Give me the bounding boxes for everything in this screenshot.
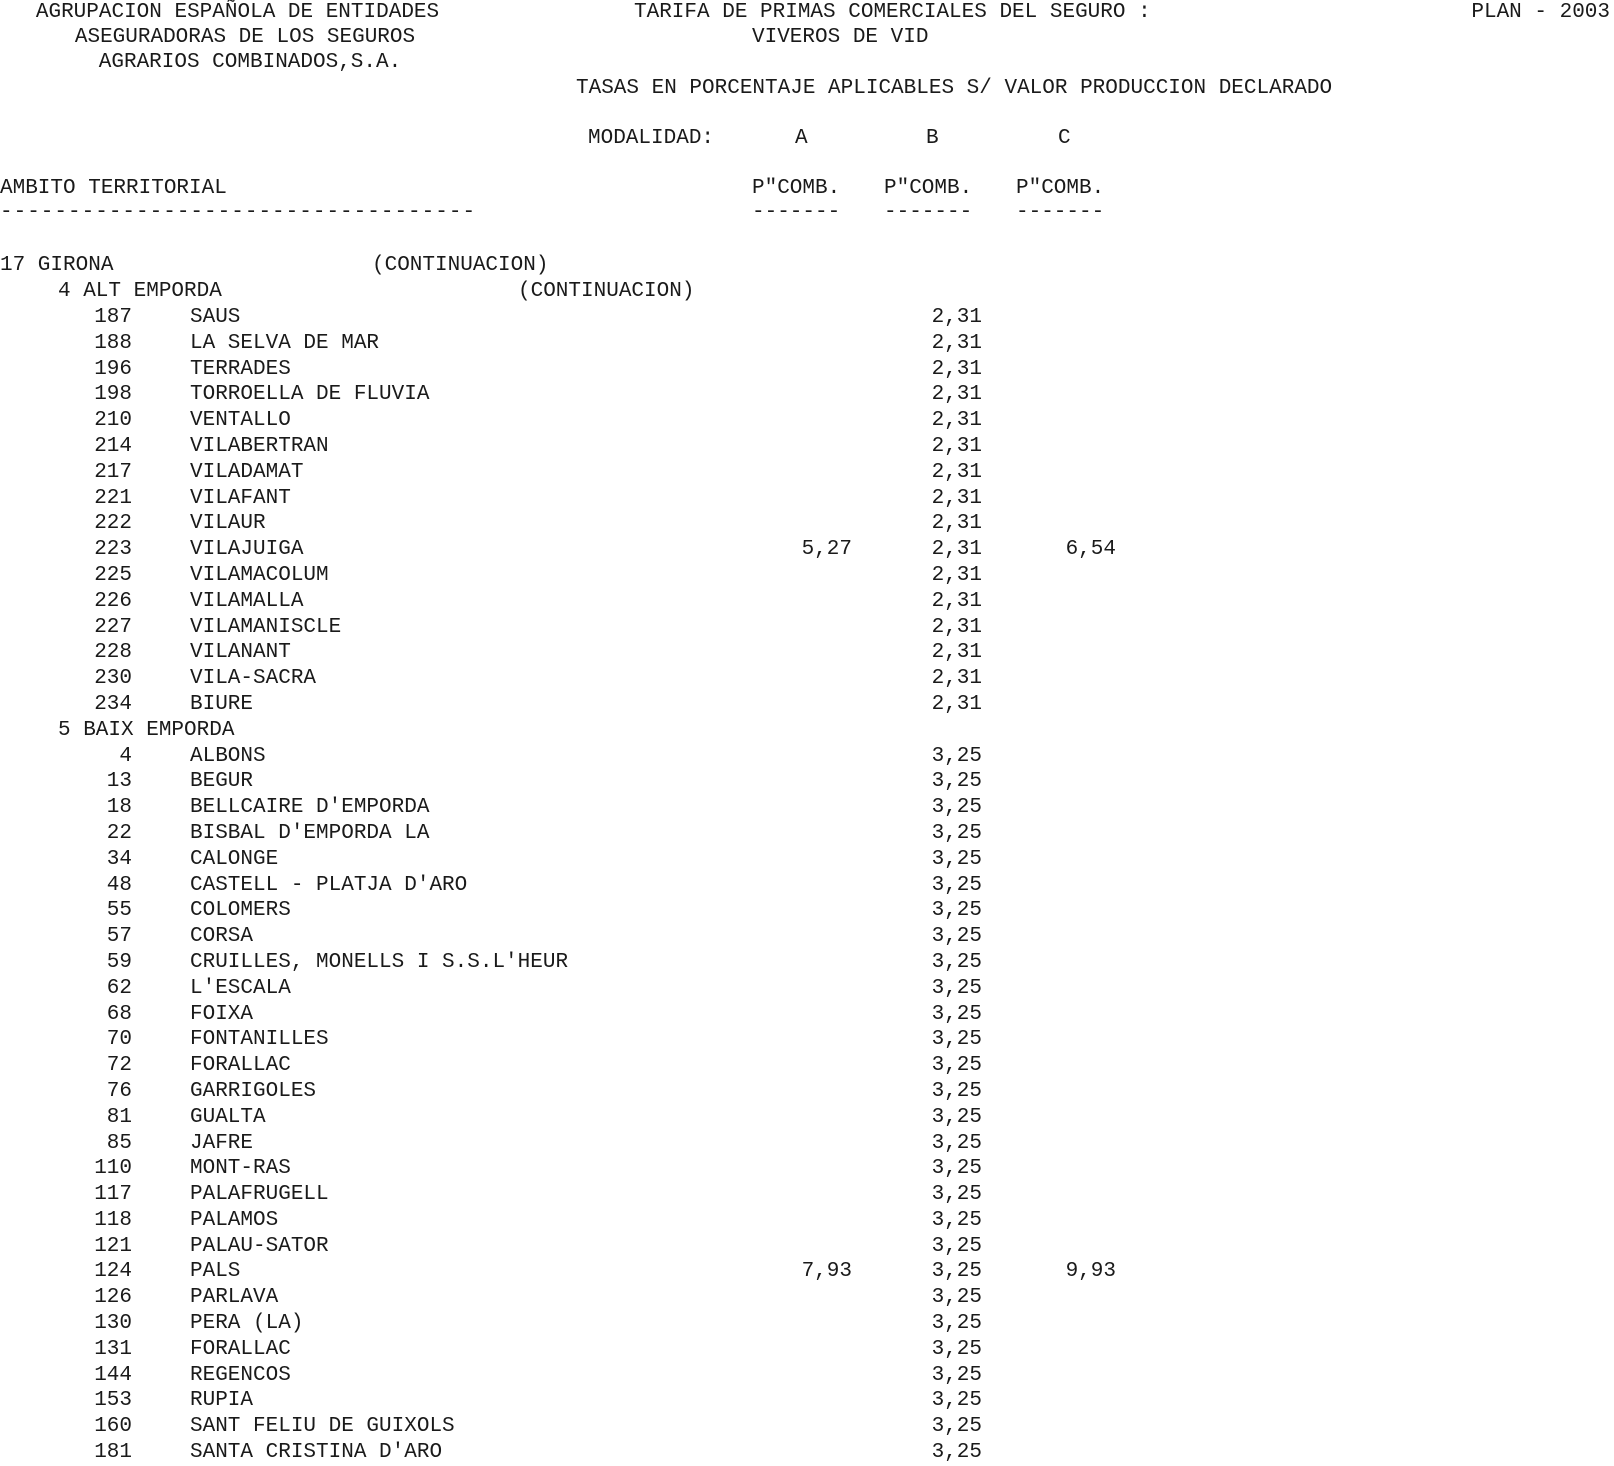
rate-b: 3,25	[931, 925, 982, 949]
rate-b: 3,25	[931, 976, 982, 1000]
table-row	[0, 615, 1614, 641]
municipality-name: FONTANILLES	[190, 1028, 329, 1052]
table-row	[0, 1105, 1614, 1131]
table-row	[0, 1208, 1614, 1234]
rate-b: 3,25	[931, 1105, 982, 1129]
table-row	[0, 744, 1614, 770]
municipality-code: 126	[94, 1286, 132, 1310]
rate-b: 3,25	[931, 1363, 982, 1387]
rate-b: 3,25	[931, 1079, 982, 1103]
org-name-line1: AGRUPACION ESPAÑOLA DE ENTIDADES	[35, 1, 440, 24]
municipality-code: 214	[94, 434, 132, 458]
rate-b: 3,25	[931, 1157, 982, 1181]
municipality-code: 4	[119, 744, 132, 768]
municipality-name: GUALTA	[190, 1105, 266, 1129]
municipality-code: 196	[94, 357, 132, 381]
table-row	[0, 305, 1614, 331]
table-row	[0, 589, 1614, 615]
municipality-code: 48	[106, 873, 132, 897]
region-heading: 17 GIRONA	[0, 254, 114, 277]
table-row	[0, 769, 1614, 795]
table-row	[0, 382, 1614, 408]
municipality-name: VENTALLO	[190, 409, 291, 433]
column-a-underline: -------	[752, 201, 841, 224]
rate-b: 2,31	[931, 486, 982, 510]
rate-b: 2,31	[931, 383, 982, 407]
municipality-name: TORROELLA DE FLUVIA	[190, 383, 430, 407]
municipality-name: CASTELL - PLATJA D'ARO	[190, 873, 468, 897]
municipality-name: VILAFANT	[190, 486, 291, 510]
comarca-continuation: (CONTINUACION)	[518, 280, 695, 303]
rate-b: 2,31	[931, 641, 982, 665]
table-row	[0, 1337, 1614, 1363]
column-b-underline: -------	[884, 201, 973, 224]
rate-b: 2,31	[931, 563, 982, 587]
rate-b: 3,25	[931, 1234, 982, 1258]
org-name-line3: AGRARIOS COMBINADOS,S.A.	[98, 51, 402, 74]
document-product: VIVEROS DE VID	[752, 26, 929, 49]
comarca-heading: 5 BAIX EMPORDA	[58, 718, 235, 742]
table-row	[0, 1131, 1614, 1157]
modalidad-c: C	[1058, 127, 1071, 150]
municipality-code: 121	[94, 1234, 132, 1258]
municipality-code: 124	[94, 1260, 132, 1284]
municipality-name: FORALLAC	[190, 1337, 291, 1361]
municipality-code: 131	[94, 1337, 132, 1361]
municipality-code: 76	[106, 1079, 132, 1103]
column-header-ambito: AMBITO TERRITORIAL	[0, 177, 227, 200]
municipality-name: VILAMALLA	[190, 589, 304, 613]
municipality-code: 188	[94, 331, 132, 355]
rate-b: 3,25	[931, 1183, 982, 1207]
table-row	[0, 1182, 1614, 1208]
municipality-code: 223	[94, 538, 132, 562]
municipality-name: VILAMACOLUM	[190, 563, 329, 587]
rate-b: 3,25	[931, 744, 982, 768]
table-row	[0, 537, 1614, 563]
rate-b: 2,31	[931, 692, 982, 716]
table-row	[0, 1002, 1614, 1028]
rate-b: 2,31	[931, 306, 982, 329]
municipality-name: VILA-SACRA	[190, 667, 317, 691]
rate-b: 3,25	[931, 1415, 982, 1439]
rate-b: 3,25	[931, 1441, 982, 1465]
rate-b: 3,25	[931, 1389, 982, 1413]
table-row	[0, 1027, 1614, 1053]
table-row	[0, 1388, 1614, 1414]
column-header-c: P"COMB.	[1016, 177, 1105, 200]
document-subtitle: TASAS EN PORCENTAJE APLICABLES S/ VALOR PRODUCCION DECLARADO	[576, 77, 1333, 100]
municipality-code: 117	[94, 1183, 132, 1207]
municipality-code: 18	[106, 796, 132, 820]
municipality-name: GARRIGOLES	[190, 1079, 317, 1103]
municipality-code: 210	[94, 409, 132, 433]
municipality-code: 118	[94, 1208, 132, 1232]
table-row	[0, 1079, 1614, 1105]
table-row	[0, 408, 1614, 434]
table-row	[0, 847, 1614, 873]
municipality-code: 217	[94, 460, 132, 484]
municipality-name: SAUS	[190, 306, 241, 329]
municipality-name: BELLCAIRE D'EMPORDA	[190, 796, 430, 820]
table-row	[0, 873, 1614, 899]
table-row	[0, 1053, 1614, 1079]
table-row	[0, 1440, 1614, 1466]
table-row	[0, 795, 1614, 821]
table-row	[0, 666, 1614, 692]
municipality-code: 160	[94, 1415, 132, 1439]
region-continuation: (CONTINUACION)	[372, 254, 549, 277]
municipality-name: SANTA CRISTINA D'ARO	[190, 1441, 443, 1465]
municipality-name: PALAMOS	[190, 1208, 279, 1232]
municipality-name: BEGUR	[190, 770, 254, 794]
municipality-name: REGENCOS	[190, 1363, 291, 1387]
rate-b: 3,25	[931, 1337, 982, 1361]
plan-year: PLAN - 2003	[1471, 1, 1610, 24]
column-c-underline: -------	[1016, 201, 1105, 224]
rate-b: 2,31	[931, 434, 982, 458]
municipality-name: RUPIA	[190, 1389, 254, 1413]
municipality-code: 62	[106, 976, 132, 1000]
municipality-name: BISBAL D'EMPORDA LA	[190, 821, 430, 845]
municipality-code: 227	[94, 615, 132, 639]
municipality-name: PALS	[190, 1260, 241, 1284]
municipality-code: 230	[94, 667, 132, 691]
rate-b: 3,25	[931, 899, 982, 923]
column-header-a: P"COMB.	[752, 177, 841, 200]
municipality-name: PALAU-SATOR	[190, 1234, 329, 1258]
municipality-name: MONT-RAS	[190, 1157, 291, 1181]
rate-b: 2,31	[931, 512, 982, 536]
table-row	[0, 1311, 1614, 1337]
municipality-name: LA SELVA DE MAR	[190, 331, 380, 355]
rate-b: 2,31	[931, 538, 982, 562]
municipality-name: FOIXA	[190, 1002, 254, 1026]
rate-b: 2,31	[931, 460, 982, 484]
rate-c: 6,54	[1065, 538, 1116, 562]
municipality-code: 13	[106, 770, 132, 794]
municipality-name: SANT FELIU DE GUIXOLS	[190, 1415, 455, 1439]
municipality-name: FORALLAC	[190, 1054, 291, 1078]
table-row	[0, 1414, 1614, 1440]
table-row	[0, 1156, 1614, 1182]
table-row	[0, 924, 1614, 950]
municipality-code: 34	[106, 847, 132, 871]
rates-table	[0, 305, 1614, 1466]
rate-b: 2,31	[931, 667, 982, 691]
municipality-code: 228	[94, 641, 132, 665]
municipality-code: 198	[94, 383, 132, 407]
municipality-code: 81	[106, 1105, 132, 1129]
municipality-code: 225	[94, 563, 132, 587]
municipality-code: 234	[94, 692, 132, 716]
municipality-name: VILANANT	[190, 641, 291, 665]
municipality-name: VILABERTRAN	[190, 434, 329, 458]
municipality-code: 187	[94, 306, 132, 329]
table-row	[0, 821, 1614, 847]
rate-b: 3,25	[931, 1054, 982, 1078]
municipality-code: 57	[106, 925, 132, 949]
table-row	[0, 692, 1614, 718]
rate-a: 5,27	[801, 538, 852, 562]
municipality-code: 130	[94, 1312, 132, 1336]
ambito-underline: -----------------------------------	[0, 201, 477, 224]
rate-b: 3,25	[931, 1312, 982, 1336]
table-row	[0, 434, 1614, 460]
municipality-name: PARLAVA	[190, 1286, 279, 1310]
municipality-code: 153	[94, 1389, 132, 1413]
municipality-name: VILAJUIGA	[190, 538, 304, 562]
rate-b: 3,25	[931, 1208, 982, 1232]
table-row	[0, 563, 1614, 589]
modalidad-label: MODALIDAD:	[588, 127, 715, 150]
municipality-name: CORSA	[190, 925, 254, 949]
municipality-code: 226	[94, 589, 132, 613]
rate-b: 3,25	[931, 1002, 982, 1026]
municipality-code: 221	[94, 486, 132, 510]
rate-b: 3,25	[931, 1131, 982, 1155]
municipality-name: VILAUR	[190, 512, 266, 536]
municipality-code: 144	[94, 1363, 132, 1387]
municipality-code: 70	[106, 1028, 132, 1052]
municipality-code: 222	[94, 512, 132, 536]
table-row	[0, 976, 1614, 1002]
municipality-name: JAFRE	[190, 1131, 254, 1155]
municipality-name: VILAMANISCLE	[190, 615, 342, 639]
municipality-code: 181	[94, 1441, 132, 1465]
rate-b: 3,25	[931, 847, 982, 871]
rate-b: 3,25	[931, 1028, 982, 1052]
table-row	[0, 1285, 1614, 1311]
column-header-b: P"COMB.	[884, 177, 973, 200]
municipality-name: ALBONS	[190, 744, 266, 768]
rate-b: 2,31	[931, 331, 982, 355]
modalidad-a: A	[795, 127, 808, 150]
table-row	[0, 640, 1614, 666]
municipality-code: 59	[106, 950, 132, 974]
comarca-heading: 4 ALT EMPORDA	[58, 280, 222, 303]
rate-b: 2,31	[931, 615, 982, 639]
municipality-code: 72	[106, 1054, 132, 1078]
municipality-name: BIURE	[190, 692, 254, 716]
table-row	[0, 357, 1614, 383]
rate-b: 3,25	[931, 821, 982, 845]
document-title: TARIFA DE PRIMAS COMERCIALES DEL SEGURO :	[634, 1, 1151, 24]
table-row	[0, 331, 1614, 357]
table-row	[0, 460, 1614, 486]
table-row	[0, 511, 1614, 537]
table-row	[0, 1259, 1614, 1285]
table-row	[0, 1234, 1614, 1260]
municipality-name: TERRADES	[190, 357, 291, 381]
table-row	[0, 950, 1614, 976]
municipality-name: CRUILLES, MONELLS I S.S.L'HEUR	[190, 950, 569, 974]
municipality-name: COLOMERS	[190, 899, 291, 923]
rate-b: 2,31	[931, 357, 982, 381]
org-name-line2: ASEGURADORAS DE LOS SEGUROS	[74, 26, 416, 49]
municipality-name: PALAFRUGELL	[190, 1183, 329, 1207]
table-row	[0, 486, 1614, 512]
municipality-code: 110	[94, 1157, 132, 1181]
rate-b: 3,25	[931, 796, 982, 820]
municipality-code: 68	[106, 1002, 132, 1026]
rate-b: 2,31	[931, 409, 982, 433]
rate-b: 3,25	[931, 1286, 982, 1310]
rate-b: 3,25	[931, 873, 982, 897]
modalidad-b: B	[926, 127, 939, 150]
rate-b: 3,25	[931, 770, 982, 794]
municipality-code: 22	[106, 821, 132, 845]
municipality-name: L'ESCALA	[190, 976, 291, 1000]
rate-c: 9,93	[1065, 1260, 1116, 1284]
rate-b: 3,25	[931, 1260, 982, 1284]
municipality-code: 55	[106, 899, 132, 923]
rate-a: 7,93	[801, 1260, 852, 1284]
municipality-name: PERA (LA)	[190, 1312, 304, 1336]
comarca-heading-row	[0, 718, 1614, 744]
municipality-code: 85	[106, 1131, 132, 1155]
table-row	[0, 1363, 1614, 1389]
table-row	[0, 898, 1614, 924]
municipality-name: VILADAMAT	[190, 460, 304, 484]
rate-b: 3,25	[931, 950, 982, 974]
municipality-name: CALONGE	[190, 847, 279, 871]
rate-b: 2,31	[931, 589, 982, 613]
